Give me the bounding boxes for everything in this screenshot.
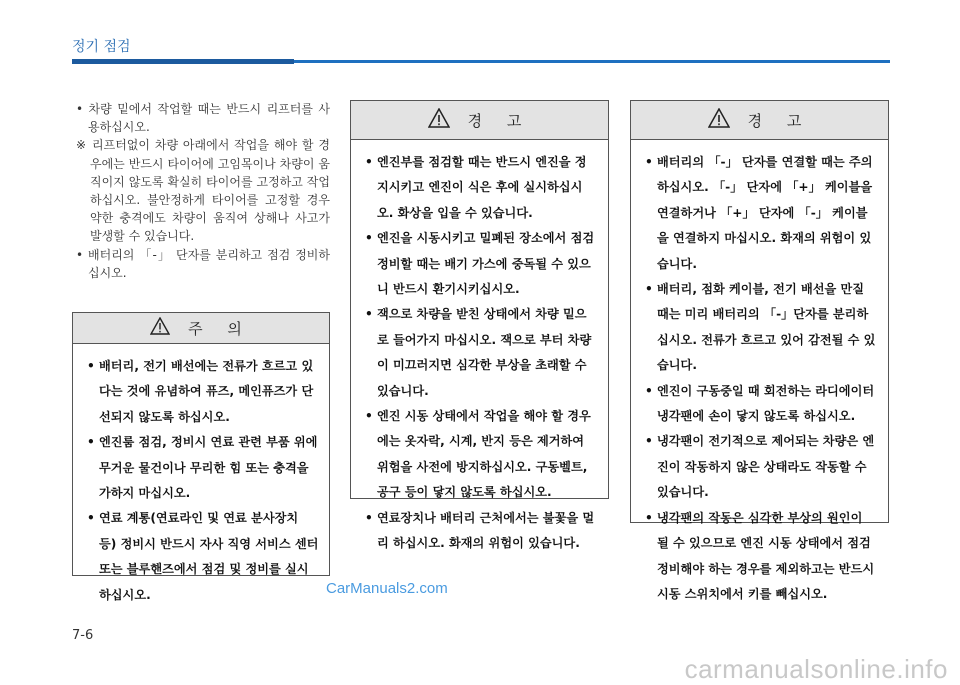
warning-item: • 엔진부를 점검할 때는 반드시 엔진을 정지시키고 엔진이 식은 후에 실시하십시오. 화상을 입을 수 있습니다. bbox=[363, 150, 598, 226]
caution-item: • 연료 계통(연료라인 및 연료 분사장치 등) 정비시 반드시 자사 직영 서비스 센터 또는 블루핸즈에서 점검 및 정비를 실시하십시오. bbox=[85, 506, 319, 608]
warning-title: 경 고 bbox=[747, 111, 812, 130]
instruction-bullet: • 차량 밑에서 작업할 때는 반드시 리프터를 사용하십시오. bbox=[76, 102, 330, 135]
warning-item: • 엔진이 구동중일 때 회전하는 라디에이터 냉각팬에 손이 닿지 않도록 하십시오. bbox=[643, 379, 878, 430]
warning-item: • 배터리, 점화 케이블, 전기 배선을 만질 때는 미리 배터리의 「-」단자를 분리하십시오. 전류가 흐르고 있어 감전될 수 있습니다. bbox=[643, 277, 878, 379]
warning-box-2 bbox=[630, 100, 889, 601]
section-title: 정기 점검 bbox=[72, 39, 131, 55]
page-number: 7-6 bbox=[72, 628, 94, 643]
warning-header bbox=[351, 101, 608, 140]
caution-title: 주 의 bbox=[188, 319, 252, 338]
warning-box-1 bbox=[350, 100, 609, 551]
warning-item: • 엔진 시동 상태에서 작업을 해야 할 경우에는 옷자락, 시계, 반지 등은 제거하여 위험을 사전에 방지하십시오. 구동벨트, 공구 등이 닿지 않도록 하십시오. bbox=[363, 404, 598, 506]
site-watermark: carmanualsonline.info bbox=[684, 654, 948, 684]
warning-triangle-icon bbox=[150, 317, 170, 339]
warning-item: • 냉각팬이 전기적으로 제어되는 차량은 엔진이 작동하지 않은 상태라도 작동할 수 있습니다. bbox=[643, 429, 878, 505]
header-rule-accent bbox=[72, 59, 294, 64]
warning-item: • 배터리의 「-」 단자를 연결할 때는 주의하십시오. 「-」 단자에 「+」 케이블을 연결하거나 「+」 단자에 「-」 케이블을 연결하지 마십시오. 화재의 위험이 있습니다. bbox=[643, 150, 878, 277]
caution-header bbox=[73, 313, 329, 344]
warning-item: • 연료장치나 배터리 근처에서는 불꽃을 멀리 하십시오. 화재의 위험이 있습니다. bbox=[363, 506, 598, 557]
warning-title: 경 고 bbox=[467, 111, 532, 130]
warning-triangle-icon bbox=[428, 108, 450, 132]
warning-item: • 엔진을 시동시키고 밀폐된 장소에서 점검 정비할 때는 배기 가스에 중독될 수 있으니 반드시 환기시키십시오. bbox=[363, 226, 598, 302]
instructions-column bbox=[72, 100, 330, 282]
warning-item: • 잭으로 차량을 받친 상태에서 차량 밑으로 들어가지 마십시오. 잭으로 부터 차량이 미끄러지면 심각한 부상을 초래할 수 있습니다. bbox=[363, 302, 598, 404]
caution-item: • 배터리, 전기 배선에는 전류가 흐르고 있다는 것에 유념하여 퓨즈, 메인퓨즈가 단선되지 않도록 하십시오. bbox=[85, 354, 319, 430]
caution-item: • 엔진룸 점검, 정비시 연료 관련 부품 위에 무거운 물건이나 무리한 힘 또는 충격을 가하지 마십시오. bbox=[85, 430, 319, 506]
instruction-note: ※ 리프터없이 차량 아래에서 작업을 해야 할 경우에는 반드시 타이어에 고임목이나 차량이 움직이지 않도록 확실히 타이어를 고정하고 작업하십시오. 불안정하게 타이어를 고정할 경우 약한 충격에도 차량이 움직여 상해나 사고가 발생할 수 있습니다. bbox=[76, 138, 330, 244]
warning-item: • 냉각팬의 작동은 심각한 부상의 원인이 될 수 있으므로 엔진 시동 상태에서 점검 정비해야 하는 경우를 제외하고는 반드시 시동 스위치에서 키를 빼십시오. bbox=[643, 506, 878, 608]
watermark-link[interactable]: CarManuals2.com bbox=[326, 580, 448, 597]
caution-box bbox=[72, 312, 330, 602]
warning-header bbox=[631, 101, 888, 140]
instruction-bullet: • 배터리의 「-」 단자를 분리하고 점검 정비하십시오. bbox=[76, 247, 330, 280]
warning-triangle-icon bbox=[708, 108, 730, 132]
